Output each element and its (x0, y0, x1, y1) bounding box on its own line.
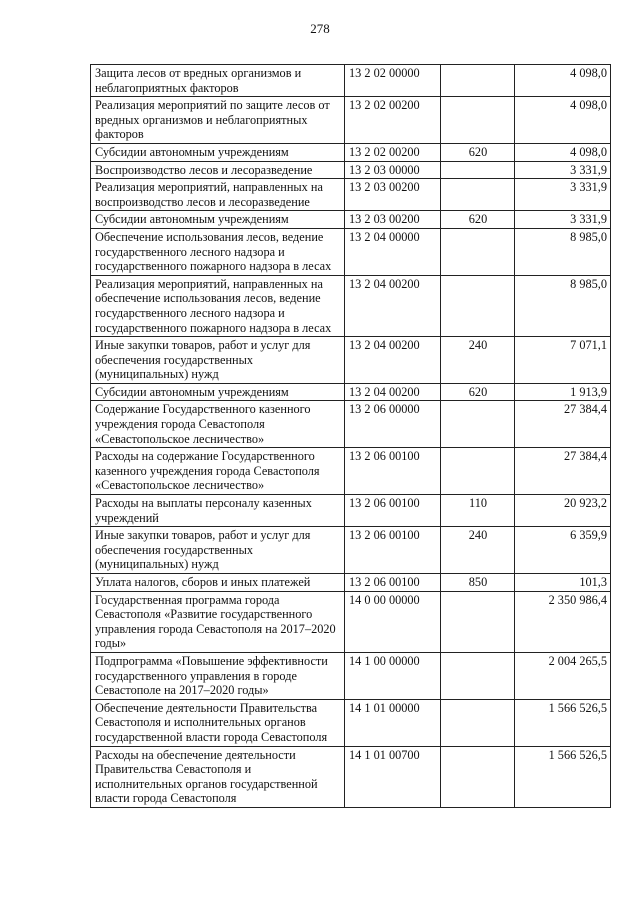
table-row (91, 401, 611, 448)
table-row (91, 337, 611, 384)
row-name: Иные закупки товаров, работ и услуг для обеспечения государственных (муниципальных) нужд (91, 337, 345, 384)
row-code: 13 2 06 00100 (345, 448, 441, 495)
row-name: Субсидии автономным учреждениям (91, 211, 345, 229)
row-name: Реализация мероприятий по защите лесов от вредных организмов и неблагоприятных факторов (91, 97, 345, 144)
table-row (91, 97, 611, 144)
row-type (441, 448, 515, 495)
row-amount: 1 566 526,5 (515, 699, 611, 746)
row-name: Обеспечение использования лесов, ведение государственного лесного надзора и государственного пожарного надзора в лесах (91, 228, 345, 275)
row-amount: 27 384,4 (515, 401, 611, 448)
row-name: Обеспечение деятельности Правительства Севастополя и исполнительных органов государственной власти города Севастополя (91, 699, 345, 746)
row-amount: 7 071,1 (515, 337, 611, 384)
row-name: Реализация мероприятий, направленных на обеспечение использования лесов, ведение государственного лесного надзора и государственного пожарного надзора в лесах (91, 275, 345, 336)
row-code: 13 2 02 00000 (345, 65, 441, 97)
table-row (91, 495, 611, 527)
table-row (91, 574, 611, 592)
row-amount: 4 098,0 (515, 97, 611, 144)
row-name: Субсидии автономным учреждениям (91, 383, 345, 401)
row-type (441, 161, 515, 179)
row-code: 13 2 04 00200 (345, 337, 441, 384)
row-code: 13 2 04 00000 (345, 228, 441, 275)
row-amount: 4 098,0 (515, 65, 611, 97)
row-amount: 20 923,2 (515, 495, 611, 527)
row-type: 110 (441, 495, 515, 527)
row-name: Подпрограмма «Повышение эффективности государственного управления в городе Севастополе на 2017–2020 годы» (91, 652, 345, 699)
row-type: 620 (441, 211, 515, 229)
row-code: 13 2 06 00100 (345, 495, 441, 527)
table-row (91, 143, 611, 161)
row-code: 13 2 06 00100 (345, 527, 441, 574)
table-row (91, 228, 611, 275)
budget-table (90, 64, 611, 808)
row-code: 14 1 01 00000 (345, 699, 441, 746)
table-row (91, 699, 611, 746)
row-amount: 2 350 986,4 (515, 591, 611, 652)
row-code: 13 2 04 00200 (345, 383, 441, 401)
row-type (441, 746, 515, 807)
row-amount: 2 004 265,5 (515, 652, 611, 699)
table-row (91, 591, 611, 652)
row-type (441, 275, 515, 336)
row-amount: 3 331,9 (515, 179, 611, 211)
row-amount: 3 331,9 (515, 161, 611, 179)
row-amount: 3 331,9 (515, 211, 611, 229)
row-code: 13 2 03 00000 (345, 161, 441, 179)
row-type: 620 (441, 143, 515, 161)
row-amount: 8 985,0 (515, 275, 611, 336)
row-type (441, 97, 515, 144)
row-code: 13 2 02 00200 (345, 97, 441, 144)
row-name: Содержание Государственного казенного учреждения города Севастополя «Севастопольское лесничество» (91, 401, 345, 448)
row-amount: 6 359,9 (515, 527, 611, 574)
page-number: 278 (310, 21, 330, 36)
row-code: 13 2 06 00000 (345, 401, 441, 448)
row-type (441, 652, 515, 699)
row-type: 240 (441, 527, 515, 574)
row-type (441, 65, 515, 97)
table-row (91, 275, 611, 336)
row-amount: 1 913,9 (515, 383, 611, 401)
row-name: Воспроизводство лесов и лесоразведение (91, 161, 345, 179)
table-row (91, 179, 611, 211)
row-code: 13 2 03 00200 (345, 179, 441, 211)
table-row (91, 746, 611, 807)
table-row (91, 383, 611, 401)
row-amount: 27 384,4 (515, 448, 611, 495)
row-name: Реализация мероприятий, направленных на воспроизводство лесов и лесоразведение (91, 179, 345, 211)
table-row (91, 448, 611, 495)
table-row (91, 65, 611, 97)
table-row (91, 527, 611, 574)
row-code: 14 0 00 00000 (345, 591, 441, 652)
row-name: Защита лесов от вредных организмов и неблагоприятных факторов (91, 65, 345, 97)
row-type (441, 401, 515, 448)
row-name: Расходы на содержание Государственного казенного учреждения города Севастополя «Севастопольское лесничество» (91, 448, 345, 495)
row-name: Уплата налогов, сборов и иных платежей (91, 574, 345, 592)
row-code: 13 2 03 00200 (345, 211, 441, 229)
row-code: 13 2 04 00200 (345, 275, 441, 336)
row-type (441, 179, 515, 211)
row-amount: 1 566 526,5 (515, 746, 611, 807)
row-type: 240 (441, 337, 515, 384)
row-type: 850 (441, 574, 515, 592)
budget-table-body (91, 65, 611, 808)
row-code: 14 1 01 00700 (345, 746, 441, 807)
row-amount: 4 098,0 (515, 143, 611, 161)
row-type (441, 591, 515, 652)
row-code: 13 2 06 00100 (345, 574, 441, 592)
table-row (91, 652, 611, 699)
row-amount: 8 985,0 (515, 228, 611, 275)
row-type (441, 228, 515, 275)
row-name: Субсидии автономным учреждениям (91, 143, 345, 161)
row-name: Расходы на обеспечение деятельности Правительства Севастополя и исполнительных органов государственной власти города Севастополя (91, 746, 345, 807)
row-type (441, 699, 515, 746)
table-row (91, 211, 611, 229)
row-name: Расходы на выплаты персоналу казенных учреждений (91, 495, 345, 527)
row-name: Государственная программа города Севастополя «Развитие государственного управления города Севастополя на 2017–2020 годы» (91, 591, 345, 652)
row-code: 13 2 02 00200 (345, 143, 441, 161)
row-type: 620 (441, 383, 515, 401)
row-amount: 101,3 (515, 574, 611, 592)
table-row (91, 161, 611, 179)
row-code: 14 1 00 00000 (345, 652, 441, 699)
row-name: Иные закупки товаров, работ и услуг для обеспечения государственных (муниципальных) нужд (91, 527, 345, 574)
